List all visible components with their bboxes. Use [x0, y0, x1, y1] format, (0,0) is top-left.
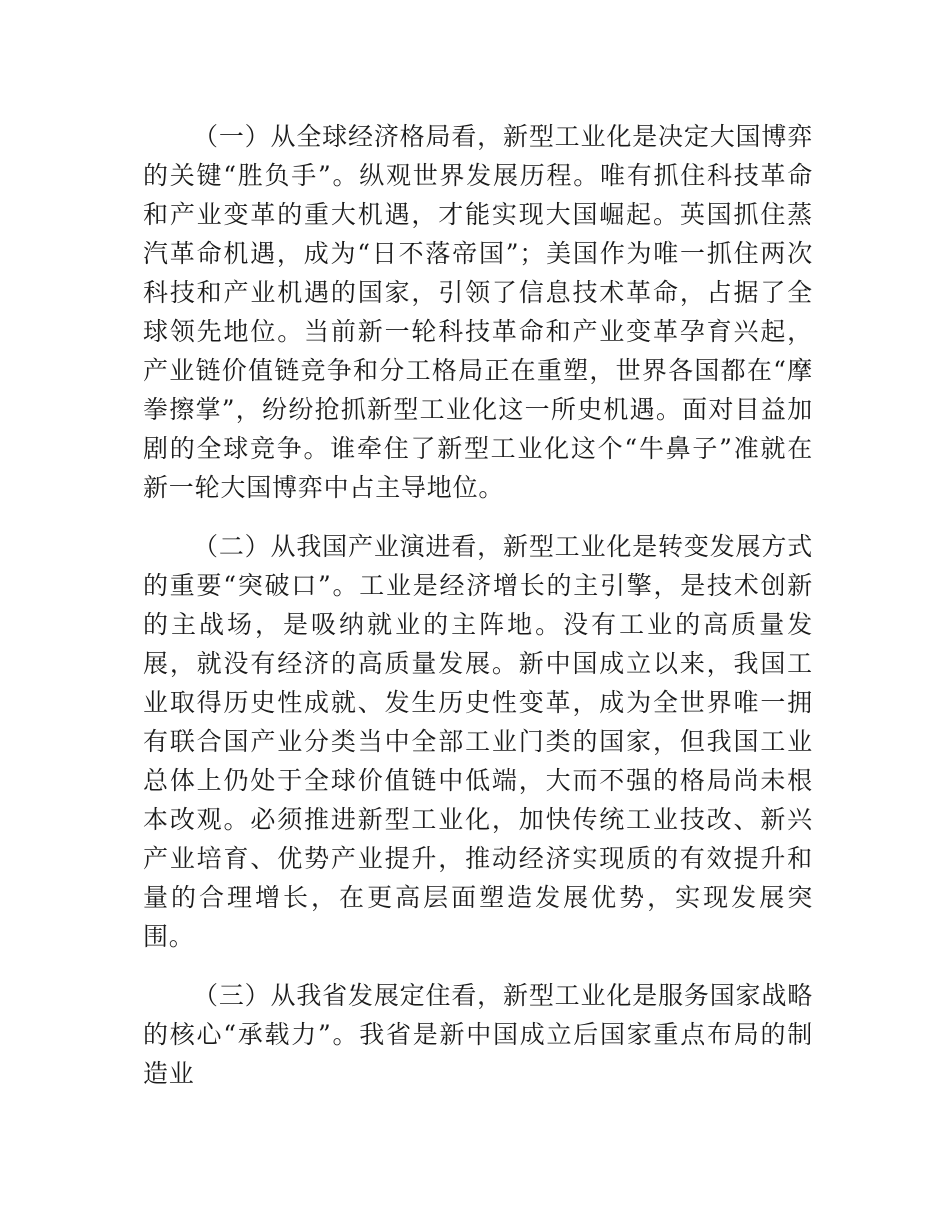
- paragraph-industry-evolution: （二）从我国产业演进看，新型工业化是转变发展方式的重要“突破口”。工业是经济增长的主引擎，是技术创新的主战场，是吸纳就业的主阵地。没有工业的高质量发展，就没有经济的高质量发展。新中国成立以来，我国工业取得历史性成就、发生历史性变革，成为全世界唯一拥有联合国产业分类当中全部工业门类的国家，但我国工业总体上仍处于全球价值链中低端，大而不强的格局尚未根本改观。必须推进新型工业化，加快传统工业技改、新兴产业培育、优势产业提升，推动经济实现质的有效提升和量的合理增长，在更高层面塑造发展优势，实现发展突围。: [143, 532, 813, 951]
- paragraph-provincial-development: （三）从我省发展定住看，新型工业化是服务国家战略的核心“承载力”。我省是新中国成立后国家重点布局的制造业: [143, 981, 813, 1088]
- paragraph-global-economy: （一）从全球经济格局看，新型工业化是决定大国博弈的关键“胜负手”。纵观世界发展历程。唯有抓住科技革命和产业变革的重大机遇，才能实现大国崛起。英国抓住蒸汽革命机遇，成为“日不落帝国”；美国作为唯一抓住两次科技和产业机遇的国家，引领了信息技术革命，占据了全球领先地位。当前新一轮科技革命和产业变革孕育兴起，产业链价值链竞争和分工格局正在重塑，世界各国都在“摩拳擦掌”，纷纷抢抓新型工业化这一所史机遇。面对目益加剧的全球竞争。谁牵住了新型工业化这个“牛鼻子”准就在新一轮大国博弈中占主导地位。: [143, 122, 813, 502]
- document-body: [143, 117, 813, 1093]
